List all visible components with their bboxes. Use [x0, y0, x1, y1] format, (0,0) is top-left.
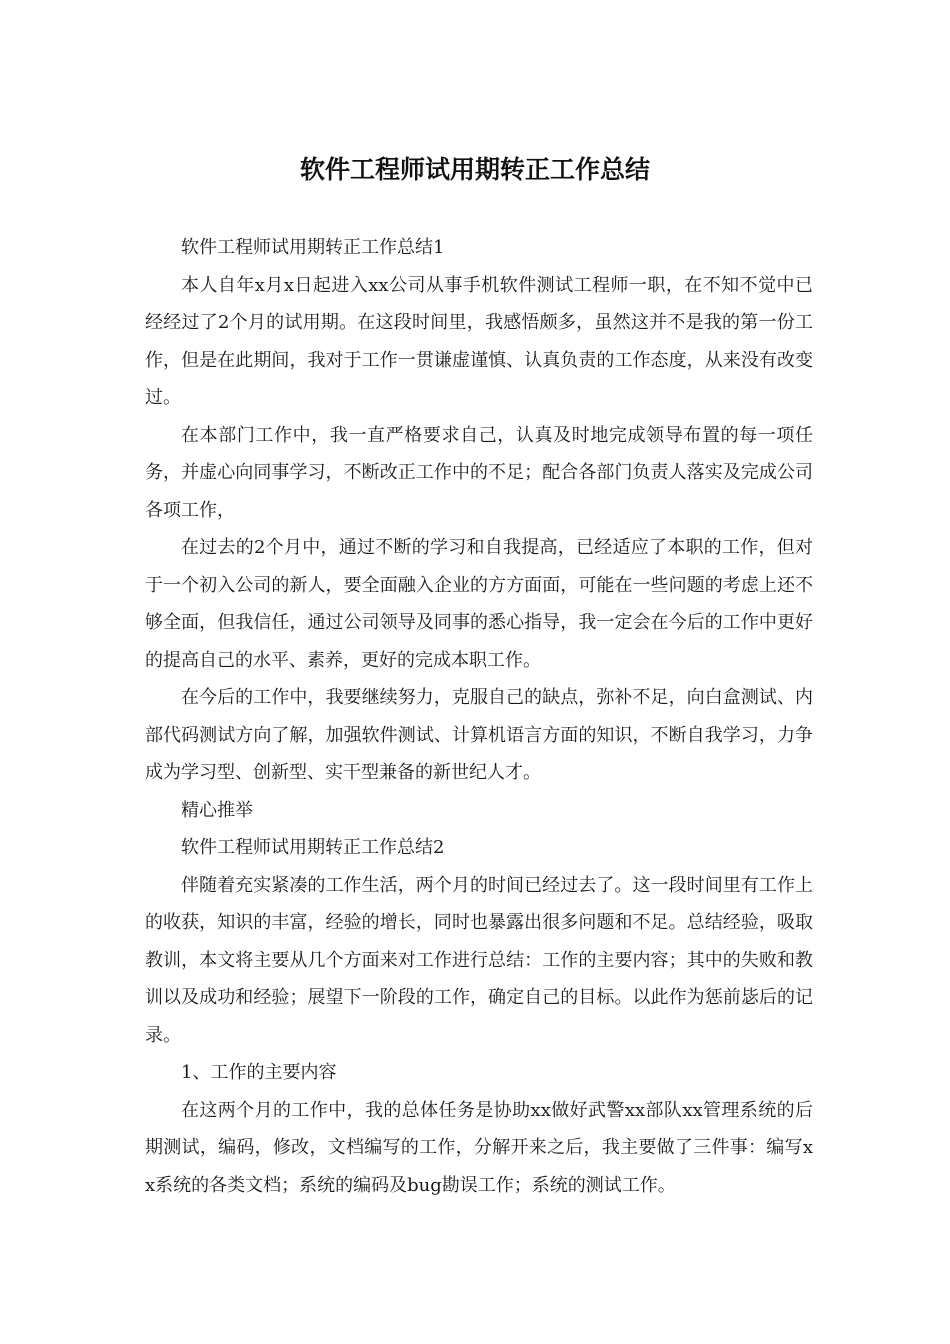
section-heading: 1、工作的主要内容 [181, 1062, 337, 1083]
paragraph: 本人自年x月x日起进入xx公司从事手机软件测试工程师一职，在不知不觉中已经经过了2个月的试用期。在这段时间里，我感悟颇多，虽然这并不是我的第一份工作，但是在此期间，我对于工作一贯谦虚谨慎、认真负责的工作态度，从来没有改变过。 [145, 274, 813, 408]
recommend-label: 精心推举 [181, 799, 253, 821]
paragraph: 在今后的工作中，我要继续努力，克服自己的缺点，弥补不足，向白盒测试、内部代码测试方向了解，加强软件测试、计算机语言方面的知识，不断自我学习，力争成为学习型、创新型、实干型兼备的新世纪人才。 [145, 687, 813, 783]
paragraph: 伴随着充实紧凑的工作生活，两个月的时间已经过去了。这一段时间里有工作上的收获，知识的丰富，经验的增长，同时也暴露出很多问题和不足。总结经验，吸取教训，本文将主要从几个方面来对工作进行总结：工作的主要内容；其中的失败和教训以及成功和经验；展望下一阶段的工作，确定自己的目标。以此作为惩前毖后的记录。 [145, 874, 813, 1046]
subtitle-summary-1: 软件工程师试用期转正工作总结1 [181, 237, 445, 258]
paragraph: 在这两个月的工作中，我的总体任务是协助xx做好武警xx部队xx管理系统的后期测试，编码，修改，文档编写的工作，分解开来之后，我主要做了三件事：编写xx系统的各类文档；系统的编码及bug勘误工作；系统的测试工作。 [145, 1099, 813, 1196]
subtitle-summary-2: 软件工程师试用期转正工作总结2 [181, 837, 445, 858]
document-body [145, 229, 813, 1204]
paragraph: 在本部门工作中，我一直严格要求自己，认真及时地完成领导布置的每一项任务，并虚心向同事学习，不断改正工作中的不足；配合各部门负责人落实及完成公司各项工作， [145, 424, 813, 521]
document-title: 软件工程师试用期转正工作总结 [299, 155, 650, 184]
paragraph: 在过去的2个月中，通过不断的学习和自我提高，已经适应了本职的工作，但对于一个初入公司的新人，要全面融入企业的方方面面，可能在一些问题的考虑上还不够全面，但我信任，通过公司领导及同事的悉心指导，我一定会在今后的工作中更好的提高自己的水平、素养，更好的完成本职工作。 [145, 537, 813, 671]
